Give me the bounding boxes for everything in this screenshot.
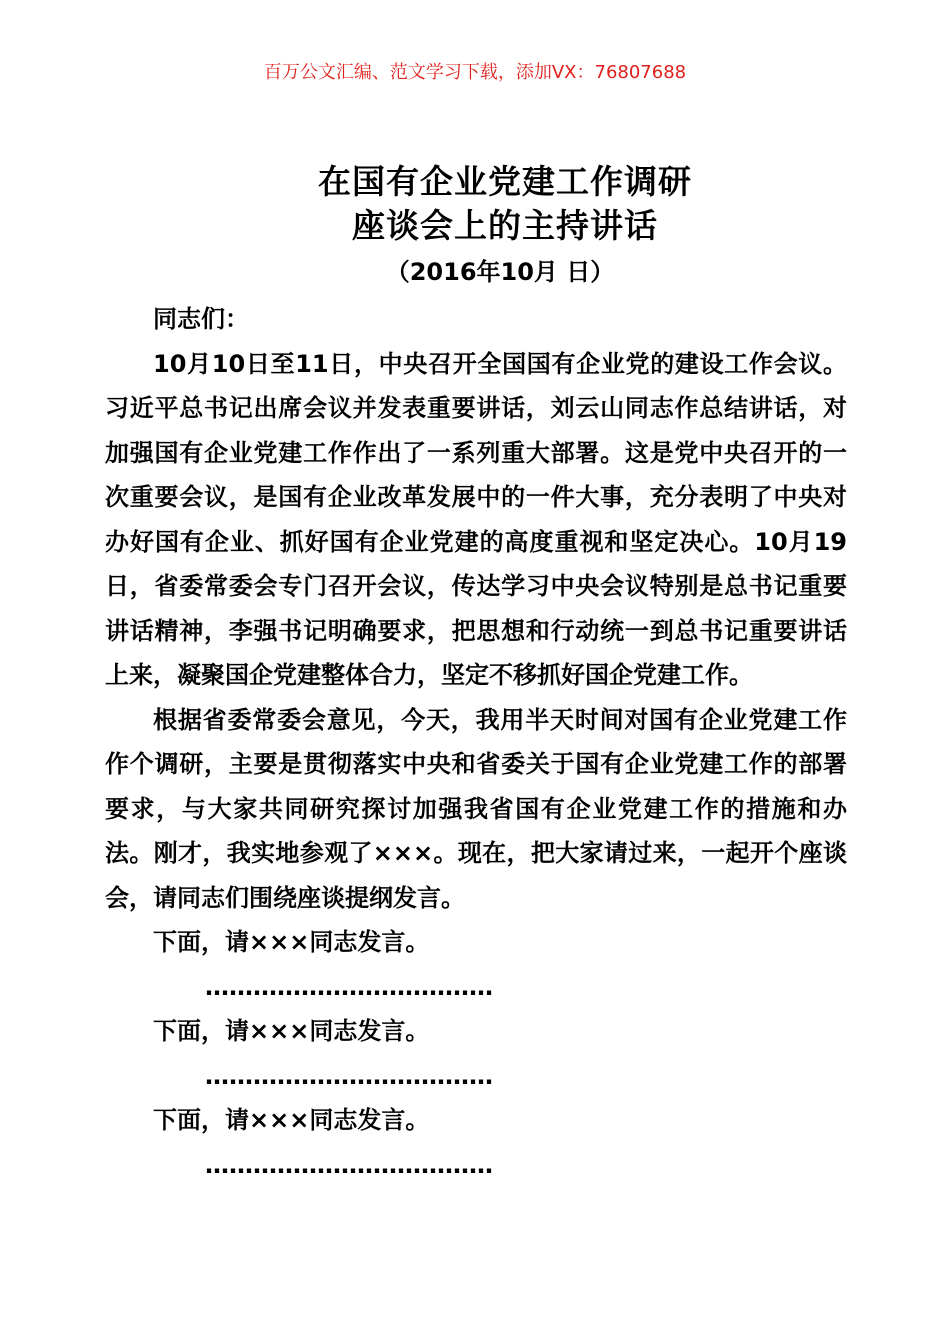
speaker-call-2: 下面，请×××同志发言。: [153, 1017, 430, 1045]
ellipsis-2: ………………………………: [205, 1061, 493, 1090]
header-watermark-note: 百万公文汇编、范文学习下载，添加VX：76807688: [263, 62, 687, 83]
ellipsis-3: ………………………………: [205, 1150, 493, 1179]
document-title-line-1: 在国有企业党建工作调研: [318, 162, 692, 201]
salutation: 同志们：: [153, 305, 249, 333]
speaker-call-1: 下面，请×××同志发言。: [153, 928, 430, 956]
document-date: （2016年10月 日）: [385, 258, 615, 286]
paragraph-2: 根据省委常委会意见，今天，我用半天时间对国有企业党建工作作个调研，主要是贯彻落实中央和省委关于国有企业党建工作的部署要求，与大家共同研究探讨加强我省国有企业党建工作的措施和办法。刚才，我实地参观了×××。现在，把大家请过来，一起开个座谈会，请同志们围绕座谈提纲发言。: [105, 705, 847, 912]
document-body: [105, 297, 847, 1187]
ellipsis-1: ………………………………: [205, 972, 493, 1001]
speaker-call-3: 下面，请×××同志发言。: [153, 1106, 430, 1134]
paragraph-1: 10月10日至11日，中央召开全国国有企业党的建设工作会议。习近平总书记出席会议并发表重要讲话，刘云山同志作总结讲话，对加强国有企业党建工作作出了一系列重大部署。这是党中央召开的一次重要会议，是国有企业改革发展中的一件大事，充分表明了中央对办好国有企业、抓好国有企业党建的高度重视和坚定决心。10月19日，省委常委会专门召开会议，传达学习中央会议特别是总书记重要讲话精神，李强书记明确要求，把思想和行动统一到总书记重要讲话上来，凝聚国企党建整体合力，坚定不移抓好国企党建工作。: [105, 349, 847, 689]
document-title-line-2: 座谈会上的主持讲话: [352, 206, 658, 245]
